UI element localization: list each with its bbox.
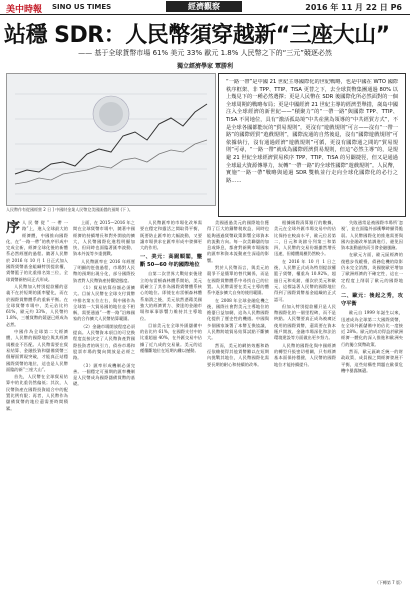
chart-photo-image xyxy=(7,74,215,205)
paragraph xyxy=(73,259,135,284)
paragraph xyxy=(274,304,336,342)
paragraph-text: 根據國際清算銀行的數據，美元在全球外匯市場交易中的佔比保持在較高水平，歐元位居第二，日元和英鎊分列第三和第四，人民幣的交易份額雖然增長迅速，但總體規模仍然較小。 xyxy=(274,220,336,257)
paragraph xyxy=(73,220,135,258)
text-column xyxy=(6,220,68,578)
paragraph xyxy=(73,363,135,388)
paragraph-text: 自第二次世界大戰結束後建立的布雷頓森林體系開始，美元就確立了其作為國際貨幣體系核心的地位。即使在布雷頓森林體系崩潰之後，美元依然憑藉美國強大的經濟實力、發達的金融市場和軍事影響力維持其主導地位。 xyxy=(140,271,202,321)
paragraph xyxy=(341,220,403,251)
issue-date: 2016 年 11 月 22 日 xyxy=(305,3,388,12)
drop-cap: 序 xyxy=(6,220,20,236)
subheadline: —— 基于全球貨幣市場 61% 美元 33% 歐元 1.8% 人民幣之下的“三元”競逐必然 xyxy=(78,49,332,57)
text-column xyxy=(207,220,269,578)
callout-box xyxy=(218,73,406,217)
paragraph xyxy=(140,271,202,321)
text-column xyxy=(73,220,135,578)
paragraph xyxy=(207,298,269,342)
paragraph xyxy=(274,259,336,303)
paragraph xyxy=(6,329,68,373)
paragraph xyxy=(140,220,202,251)
paragraph-text: 首先，人民幣在全球貿易結算中的比重仍然偏低；其次，人民幣資產在國際投資組合中的配置比例有限；再者，人民幣作為儲備貨幣的地位還需要時間積累。 xyxy=(6,374,68,411)
paragraph-text: 在 2008 年全球金融危機之後，國際社會對美元主導地位的擔憂日益加劇，這為人民幣國際化提供了歷史性的機遇。中國與多個國家簽署了本幣互換協議，人民幣跨境貿易結算試點不斷擴大。 xyxy=(207,297,269,341)
paragraph-text: 歐元自 1999 年誕生以來，迅速成為全球第二大國際貨幣，在全球外匯儲備中的佔比一度接近 28%。歐元的成功得益於歐洲經濟一體化的深入推進和歐洲央行的獨立貨幣政策。 xyxy=(341,310,403,347)
paragraph-text: 然而，美元的網絡效應和路徑依賴使得其他貨幣難以在短期內挑戰其地位，人民幣國際化需要長期的耐心和持續的改革。 xyxy=(207,342,269,367)
currency-chart-photo xyxy=(6,73,216,206)
paragraph-text: 人民幣匯率在 2016 年經歷了明顯的貶值過程，市場對人民幣的預期出現分化，部分國際投資者對人民幣資產持觀望態度。 xyxy=(73,258,135,283)
paragraph-text: 上面，在 2015—2016 年之間在全球貨幣市場中，隨著中國經濟的持續增長和對外開放的擴大，人民幣國際化進程明顯加快，但同時也面臨著匯率波動、資本外流等多重挑戰。 xyxy=(73,220,135,257)
paragraph xyxy=(140,323,202,354)
page-number: P6 xyxy=(390,3,402,12)
paragraph xyxy=(6,220,68,283)
text-column xyxy=(274,220,336,578)
paragraph xyxy=(341,349,403,374)
photo-caption: 人民幣作有從國經營 2 日 ] 中國財金業人民幣兌美國匯價的預期 (下 )。 xyxy=(6,207,133,212)
section-subtitle: 一、美元：高踞順閣，壟斷 50—60 年的國際地位 xyxy=(140,254,202,269)
paragraph-text: 在 2016 年 10 月 1 日之後，人民幣正式成為特別提款權籃子貨幣，權重為 10.92%，超過日元和英鎊，僅次於美元和歐元，這標誌著人民幣的國際地位得到了國際貨幣基金組織的正式認可。 xyxy=(274,258,336,302)
paragraph-text: 人民幣從“一帶一路”上，進入全球最大的經濟體，中國推向國際化，在“一路一帶”的秩序形成中完成全新，經濟全球化後的新體系必然經歷的過程。隨著人民幣於 2016 年 10 月 1 日正式加入國際貨幣基金組織特別提款權，貨幣籃子的比重排名第三位，全球貨幣新格局正式形成。 xyxy=(6,220,68,282)
text-column xyxy=(140,220,202,578)
article-body xyxy=(6,220,404,584)
callout-text: “一路一帶”是中國 21 世紀主導國際化的世紀戰略，也是中國在 WTO 國際秩序框架、非 TPP、TTIP、TiSA 更替之下，去全球貨幣集團通過 80% 以上幾見下的一種必然選擇；更是人民幣在 SDR 後國際化所必然面對的一個全球周期的戰略布局；更是中國經濟 21 世紀主導的經濟型舉措，歲島中國注入全球經濟的新世紀——“積聚力”的“一帶一路”與國際 TPP、TTIP、TiSA 不同地位，具有“激活孤島境”中共産黨為領導的“中共經貿方式”，不是全球各國都能玩的“貿易規則”，更沒有“遊戲規則”可言——沒有“一帶一路”的國際經貿“遊戲規則”，國際流通的自然後退，沒有“國際遊戲規則”可依據執行，沒有通過經濟“遊戲規則”可循，更沒有國際通之間的“貿易規則”可尋，“一路一帶”就成為國際經濟貿易規則，但這“必然主導”的，是規避 21 世紀全球經濟貿易秩序 TPP、TTIP、TiSA 的另闢捷徑，但又是通過全球最大資源傳導力，玩轉“一帶一路”的全球性國際“遊戲規則”。人民幣，實施“一路一帶”戰略與通過 SDR 雙軌並行走向全球化國際化的必行之路…… xyxy=(226,79,398,184)
paragraph-text: （1）貿易結算份額必須擴大。目前人民幣在全球支付貨幣中排名第五位左右，與中國作為全球第一大貿易國的地位並不相稱，需要通過“一帶一路”沿線國家的合作擴大人民幣結算範圍。 xyxy=(73,284,135,322)
date-page xyxy=(305,2,402,13)
paragraph-text: 失敗通常是被國際市場所‘忽視’，並在面臨外部衝擊時顯得脆弱。人民幣國際化的推進需要與國內金融改革協調進行，避免因資本流動過快而引發金融風險。 xyxy=(341,220,403,251)
paragraph-text: 美國通過美元的國際地位獲得了巨大的鑄幣稅收益，同時也能夠通過貨幣政策影響全球資本的流動方向。每一次美聯儲的加息或降息，都會對新興市場國家的匯率和資本流動產生深遠的影響。 xyxy=(207,220,269,263)
byline: 獨立經濟學家 覃勝利 xyxy=(176,63,234,70)
paragraph-text: 在歐元方面，歐元區經濟的復甦步伐緩慢，債務危機的陰影仍未完全消散，英國脫歐更增加了歐洲經濟的不確定性，這在一定程度上削弱了歐元的國際地位。 xyxy=(341,252,403,289)
paragraph xyxy=(73,285,135,323)
paragraph xyxy=(274,343,336,368)
paragraph-text: 人民幣匯率的市場化改革需要在穩定和靈活之間取得平衡，既要防止匯率的大幅波動，又要讓市場供求在匯率形成中發揮更大的作用。 xyxy=(140,220,202,251)
paragraph xyxy=(274,220,336,258)
paragraph xyxy=(341,310,403,348)
paragraph-text: 目前美元在全球外匯儲備中的佔比約 61%，在國際支付中的比重超過 40%，在外匯交易中佔據了近九成的交易量。美元的這種壟斷地位在短期內難以撼動。 xyxy=(140,322,202,354)
text-column xyxy=(341,220,403,578)
paragraph xyxy=(6,374,68,412)
continued-note: （下轉第 7 版） xyxy=(374,580,404,585)
paragraph-text: 人民幣加入特別提款權的意義不在於短期的匯率變化，而在於國際貨幣體系的重新平衡。在全球貨幣市場中，美元佔比約 61%，歐元約 33%，人民幣約 1.8%，三種貨幣的競逐已經成為必然。 xyxy=(6,283,68,327)
paragraph xyxy=(207,220,269,264)
paragraph xyxy=(207,265,269,296)
paragraph-text: （2）金融市場開放程度必須提高。人民幣資本項目的可兌換程度直接決定了人民幣資產對國際投資者的吸引力，債券市場和股票市場的雙向開放是必經之路。 xyxy=(73,323,135,361)
paragraph-text: （3）匯率形成機制必須完善。一個穩定可預期的匯率機制是人民幣成為國際儲備貨幣的基礎。 xyxy=(73,362,135,387)
paragraph-text: 人民幣的國際化與中國經濟的轉型升級密切相關，只有經濟基本面保持穩健，人民幣的國際地位才能持續提升。 xyxy=(274,342,336,367)
paragraph xyxy=(207,343,269,368)
brand-name: 美中時報 xyxy=(6,5,43,15)
headline: 站穩 SDR：人民幣須穿越新“三座大山” xyxy=(4,23,390,48)
brand-english: SINO US TIMES xyxy=(52,3,112,11)
paragraph xyxy=(6,284,68,328)
masthead-bar xyxy=(0,0,410,15)
paragraph xyxy=(341,252,403,290)
paragraph-text: 但加入特別提款權只是人民幣國際化的一個里程碑，而不是終點。人民幣要真正成為被廣泛使用的國際貨幣，還需要在資本賬戶開放、金融市場深化和法治環境建設等方面做出更多努力。 xyxy=(274,303,336,341)
paragraph-text: 對於人民幣而言，與美元的競爭不是簡單的替代關係，而是在國際貨幣體系中尋找自己的位置。人民幣需要在美元主導的體系中逐步擴大自身的使用範圍。 xyxy=(207,265,269,296)
paragraph-text: 中國作為全球第二大經濟體，人民幣的國際地位與其經濟規模並不匹配。人民幣需要在貿易結算、金融投資和儲備貨幣三個層面實現突破，才能真正站穩國際貨幣的地位，這也是人民幣面臨的新“三座大山”。 xyxy=(6,329,68,372)
paragraph-text: 然而，歐元區缺乏統一的財政政策，成員國之間經濟發展不平衡，這些結構性問題在歐債危機中暴露無遺。 xyxy=(341,349,403,373)
section-label: 經濟觀察 xyxy=(166,1,242,12)
section-subtitle: 二、歐元：後起之秀，攻守平衡 xyxy=(341,293,403,308)
paragraph xyxy=(73,324,135,362)
